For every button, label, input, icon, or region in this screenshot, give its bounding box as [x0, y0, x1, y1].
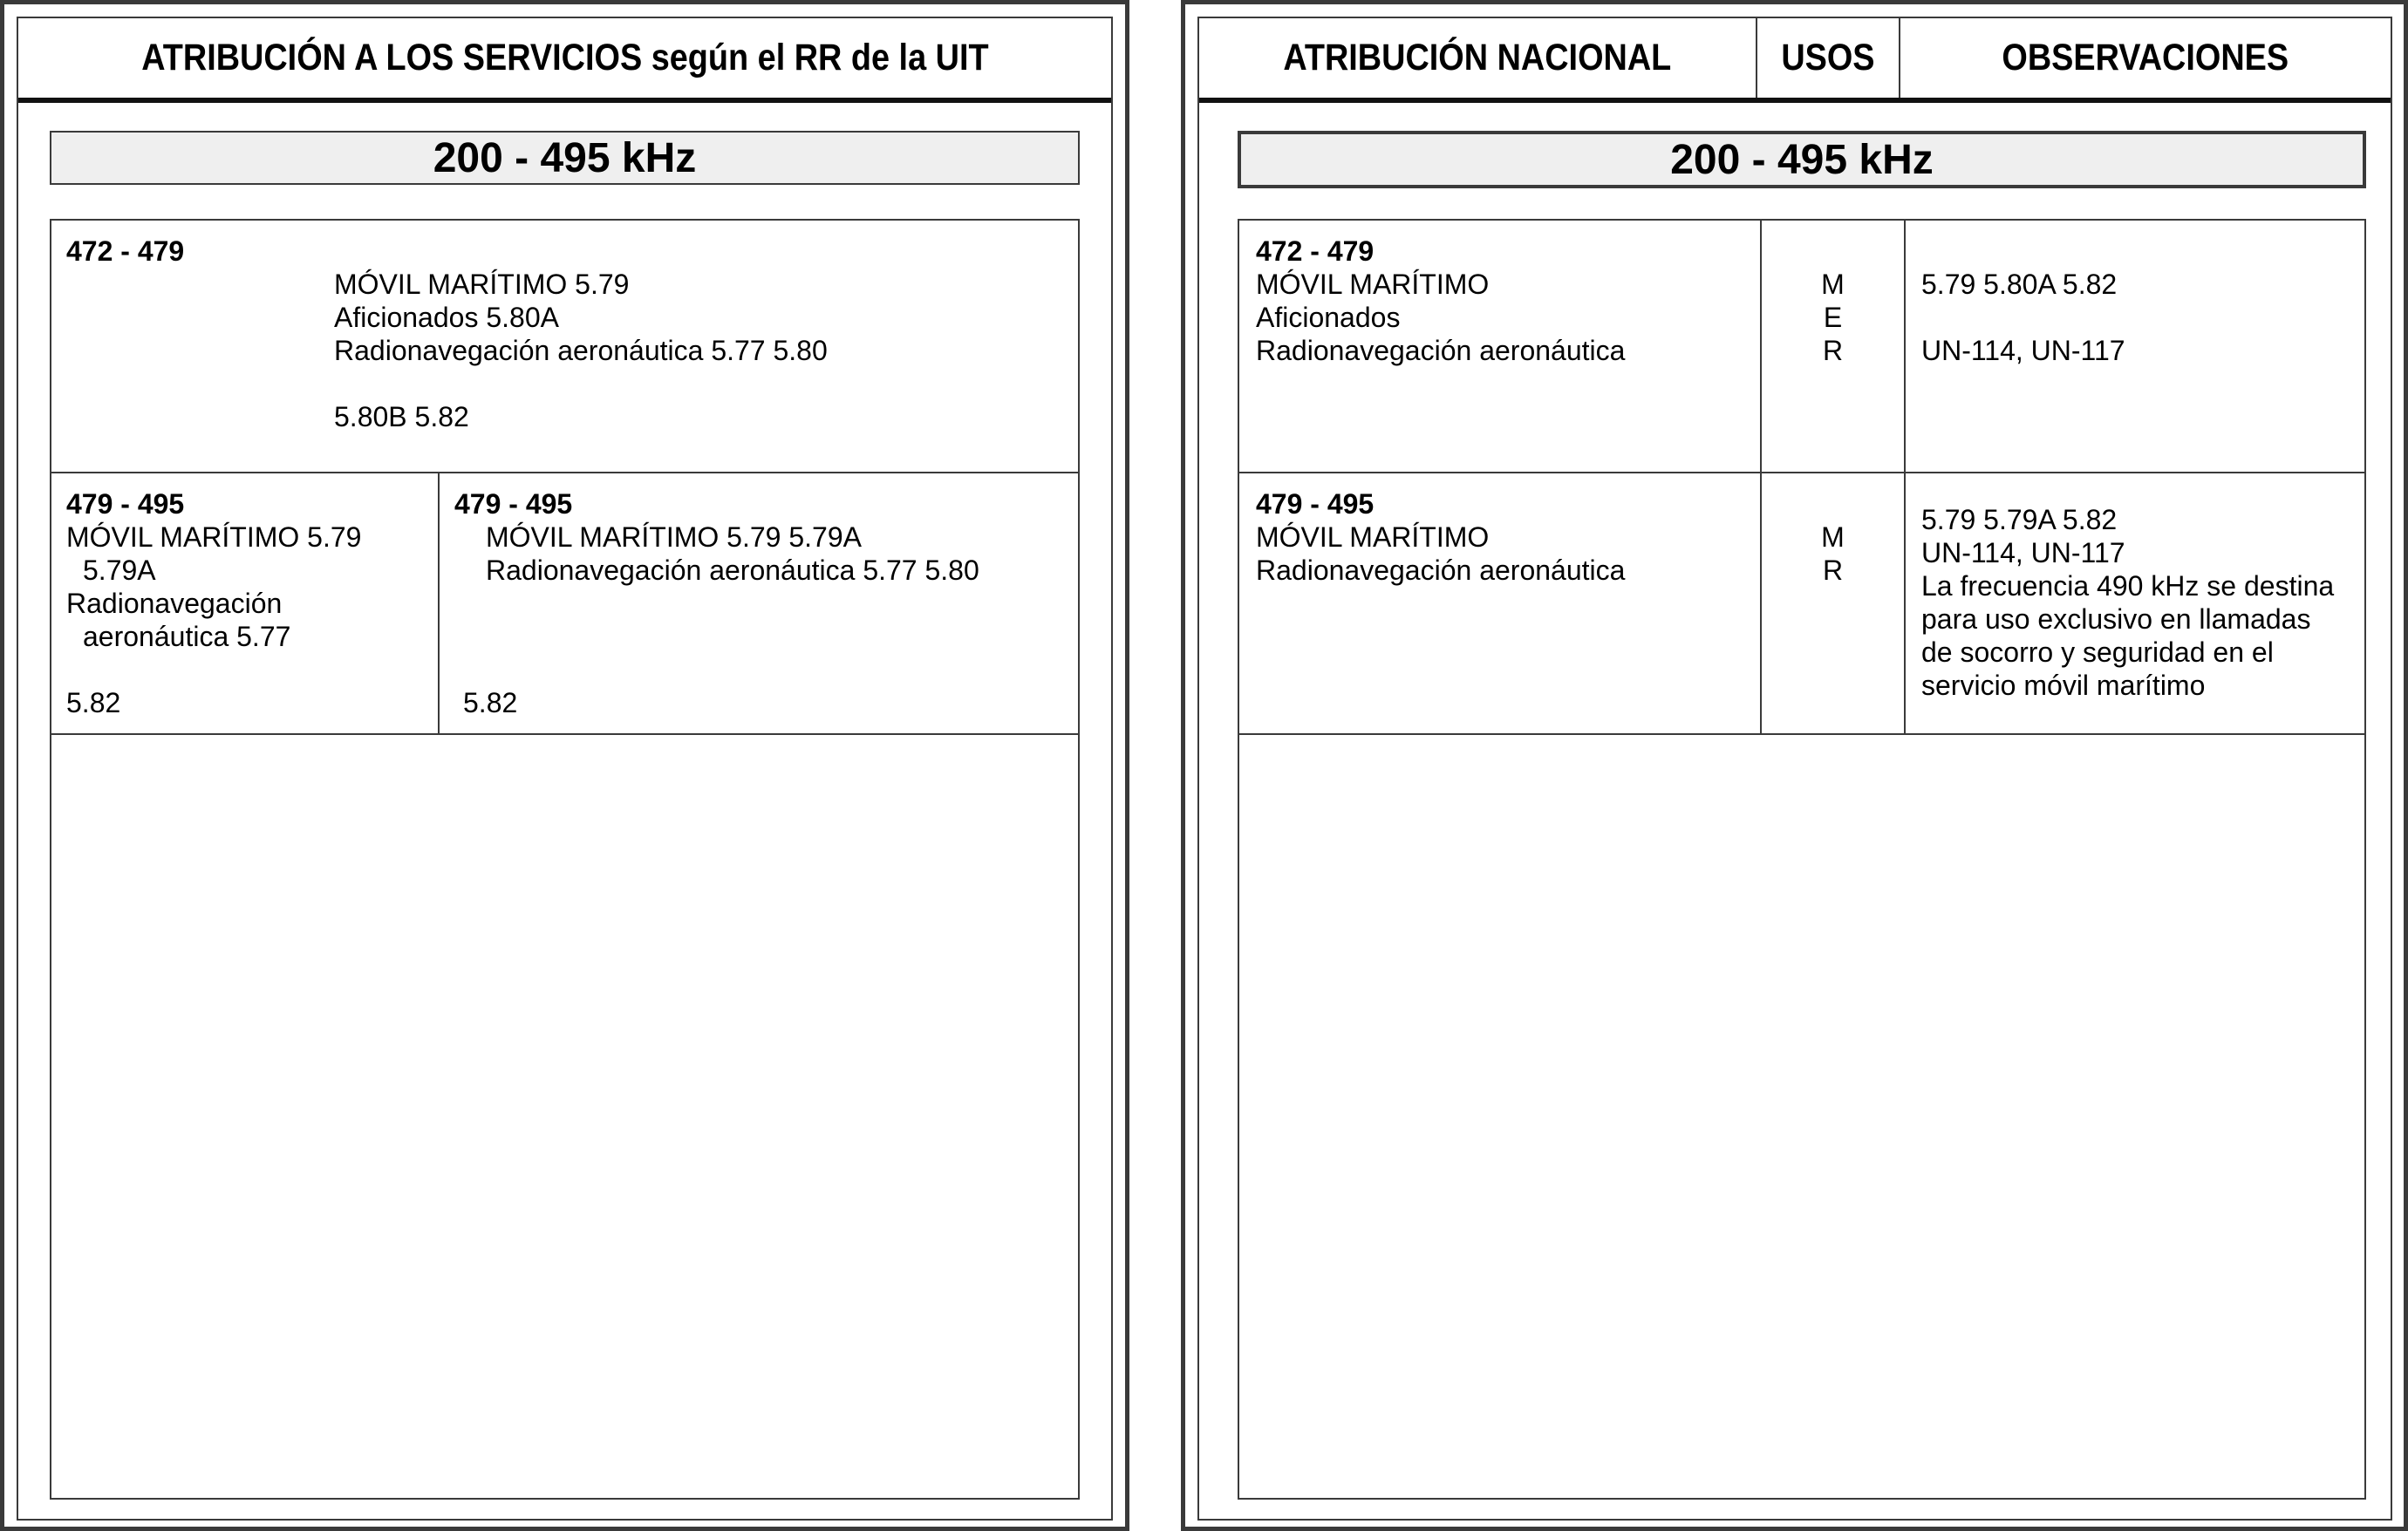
itu-allocation-panel [0, 0, 1129, 1531]
itu-row2a-footnote: 5.82 [66, 687, 121, 718]
itu-band-title: 200 - 495 kHz [50, 131, 1080, 185]
column-divider [438, 472, 440, 733]
itu-row2a-range: 479 - 495 [66, 488, 185, 520]
national-allocation-panel [1181, 0, 2408, 1531]
header-atribucion-nacional: ATRIBUCIÓN NACIONAL [1283, 37, 1672, 78]
national-allocation-table [1238, 219, 2366, 1500]
national-row2-obs4: para uso exclusivo en llamadas [1921, 603, 2311, 635]
row-divider [1239, 733, 2364, 735]
national-header [1199, 18, 2391, 103]
national-row1-obs2: UN-114, UN-117 [1921, 335, 2125, 366]
national-row1-uso-r: R [1822, 335, 1844, 366]
national-row2-obs5: de socorro y seguridad en el [1921, 636, 2274, 668]
itu-allocation-table [50, 219, 1080, 1500]
header-observaciones: OBSERVACIONES [2002, 37, 2289, 78]
national-row1-line1: MÓVIL MARÍTIMO [1256, 269, 1490, 300]
itu-row2a-line3: Radionavegación [66, 588, 283, 619]
itu-row2a-line1: MÓVIL MARÍTIMO 5.79 [66, 521, 362, 553]
itu-row1-range: 472 - 479 [66, 235, 185, 267]
itu-row2b-line2: Radionavegación aeronáutica 5.77 5.80 [486, 555, 979, 586]
national-row2-uso-m: M [1821, 521, 1845, 553]
itu-row2b-range: 479 - 495 [454, 488, 573, 520]
itu-row1-footnote: 5.80B 5.82 [334, 401, 469, 432]
national-row1-uso-e: E [1823, 302, 1843, 333]
national-allocation-frame [1197, 17, 2392, 1521]
itu-row2a-line2: 5.79A [83, 555, 156, 586]
national-row1-uso-m: M [1821, 269, 1845, 300]
itu-row2a-line4: aeronáutica 5.77 [83, 621, 291, 652]
national-row1-line2: Aficionados [1256, 302, 1401, 333]
national-row2-obs2: UN-114, UN-117 [1921, 537, 2125, 568]
header-usos: USOS [1781, 37, 1875, 78]
national-row2-obs3: La frecuencia 490 kHz se destina [1921, 570, 2335, 602]
itu-row2b-line1: MÓVIL MARÍTIMO 5.79 5.79A [486, 521, 862, 553]
national-row2-obs1: 5.79 5.79A 5.82 [1921, 504, 2118, 535]
national-row2-uso-r: R [1822, 555, 1844, 586]
national-row2-line1: MÓVIL MARÍTIMO [1256, 521, 1490, 553]
national-row2-obs6: servicio móvil marítimo [1921, 670, 2206, 701]
itu-row2b-footnote: 5.82 [463, 687, 518, 718]
national-row2-range: 479 - 495 [1256, 488, 1375, 520]
national-band-title: 200 - 495 kHz [1238, 131, 2366, 188]
national-row1-obs1: 5.79 5.80A 5.82 [1921, 269, 2118, 300]
national-row2-line2: Radionavegación aeronáutica [1256, 555, 1626, 586]
itu-row1-line1: MÓVIL MARÍTIMO 5.79 [334, 269, 630, 300]
national-row1-line3: Radionavegación aeronáutica [1256, 335, 1626, 366]
itu-allocation-frame [17, 17, 1113, 1521]
row-divider [51, 733, 1078, 735]
itu-header [18, 18, 1111, 103]
row-divider [1239, 472, 2364, 473]
column-divider [1904, 221, 1906, 733]
itu-row1-line3: Radionavegación aeronáutica 5.77 5.80 [334, 335, 828, 366]
itu-header-title: ATRIBUCIÓN A LOS SERVICIOS según el RR de la UIT [140, 37, 989, 78]
row-divider [51, 472, 1078, 473]
national-row1-range: 472 - 479 [1256, 235, 1375, 267]
itu-row1-line2: Aficionados 5.80A [334, 302, 559, 333]
